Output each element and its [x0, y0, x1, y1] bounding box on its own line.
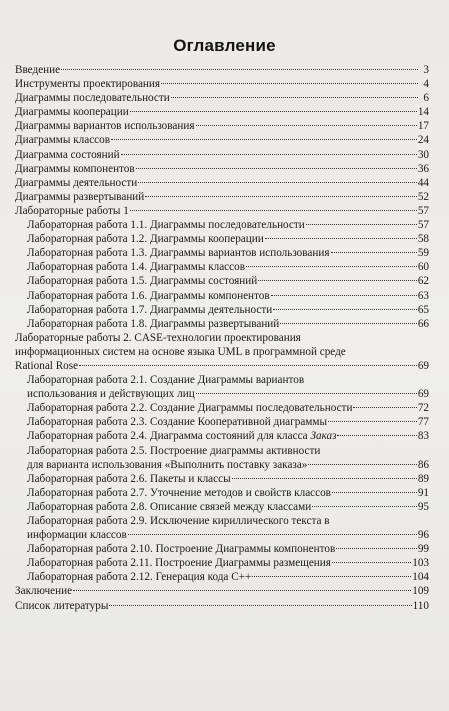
toc-entry — [15, 317, 429, 331]
toc-leader-dots — [138, 182, 417, 183]
toc-leader-dots — [312, 506, 417, 507]
toc-leader-dots — [79, 365, 417, 366]
toc-entry-line — [27, 472, 429, 486]
toc-entry-title: Диаграммы классов — [15, 134, 110, 147]
toc-entry-title: Лабораторная работа 2.9. Исключение кириллического текста в — [27, 515, 330, 527]
toc-entry — [15, 528, 429, 542]
toc-entry — [15, 500, 429, 514]
toc-entry-title: Лабораторные работы 1 — [15, 204, 129, 217]
toc-entry-title: для варианта использования «Выполнить поставку заказа» — [27, 458, 308, 471]
toc-entry — [15, 472, 429, 486]
toc-page-number: 14 — [417, 106, 429, 119]
toc-entry-line — [15, 359, 429, 373]
page-title: Оглавление — [173, 36, 276, 55]
toc-page-number: 109 — [412, 585, 429, 598]
toc-entry — [15, 444, 429, 458]
toc-entry — [15, 260, 429, 274]
toc-entry — [15, 289, 429, 303]
toc-entry-line — [27, 303, 429, 317]
toc-page-number: 57 — [417, 204, 429, 217]
toc-page-number: 83 — [417, 430, 429, 443]
toc-entry-title: Лабораторная работа 2.7. Уточнение методов и свойств классов — [27, 486, 331, 499]
toc-leader-dots — [111, 139, 417, 140]
toc-entry-line — [27, 317, 429, 331]
toc-entry — [15, 570, 429, 584]
toc-entry — [15, 303, 429, 317]
toc-entry — [15, 514, 429, 528]
toc-leader-dots — [109, 605, 411, 606]
toc-page-number: 69 — [417, 388, 429, 401]
toc-leader-dots — [308, 464, 416, 465]
toc-entry-title: Лабораторные работы 2. CASE-технологии проектирования — [15, 331, 301, 344]
toc-page-number: 95 — [417, 500, 429, 513]
toc-entry-line — [15, 162, 429, 176]
toc-entry-line — [15, 77, 429, 91]
toc-entry-line — [27, 528, 429, 542]
toc-entry-title: Инструменты проектирования — [15, 78, 161, 91]
toc-entry-line — [15, 105, 429, 119]
toc-leader-dots — [161, 83, 418, 84]
toc-page-number: 77 — [417, 416, 429, 429]
toc-entry — [15, 119, 429, 133]
toc-entry-line — [27, 556, 429, 570]
toc-entry-title: Лабораторная работа 2.3. Создание Кооперативной диаграммы — [27, 416, 327, 429]
toc-entry — [15, 218, 429, 232]
toc-entry-line — [27, 570, 429, 584]
toc-entry-title: Диаграммы кооперации — [15, 106, 129, 119]
toc-entry-line — [27, 232, 429, 246]
toc-page-number: 86 — [417, 458, 429, 471]
toc-entry — [15, 359, 429, 373]
toc-entry-line — [27, 500, 429, 514]
toc-entry-line — [15, 599, 429, 613]
toc-entry-line — [27, 458, 429, 472]
toc-leader-dots — [232, 478, 417, 479]
toc-entry-line — [27, 514, 429, 528]
toc-entry-line — [27, 486, 429, 500]
toc-leader-dots — [121, 154, 417, 155]
toc-entry — [15, 556, 429, 570]
toc-entry-title: Лабораторная работа 2.4. Диаграмма состояний для класса Заказ — [27, 430, 337, 443]
toc-entry-line — [15, 133, 429, 147]
toc-entry-title: Лабораторная работа 2.2. Создание Диаграммы последовательности — [27, 402, 353, 415]
toc-page-number: 99 — [417, 543, 429, 556]
toc-page-number: 91 — [417, 486, 429, 499]
toc-entry-line — [27, 274, 429, 288]
toc-leader-dots — [271, 295, 417, 296]
toc-page-number: 104 — [412, 571, 429, 584]
toc-entry-line — [27, 429, 429, 443]
toc-entry-title: Лабораторная работа 1.4. Диаграммы классов — [27, 261, 245, 274]
toc-page-number: 65 — [417, 303, 429, 316]
toc-entry — [15, 584, 429, 598]
toc-page-number: 52 — [417, 190, 429, 203]
toc-page-number: 66 — [417, 317, 429, 330]
toc-entry-line — [27, 289, 429, 303]
toc-leader-dots — [246, 266, 417, 267]
toc-page-number: 58 — [417, 233, 429, 246]
toc-leader-dots — [273, 309, 417, 310]
toc-entry-title: Диаграммы компонентов — [15, 162, 135, 175]
toc-page-number: 3 — [423, 64, 429, 76]
toc-entry-line — [27, 260, 429, 274]
toc-entry-title: Лабораторная работа 2.1. Создание Диаграммы вариантов — [27, 374, 305, 387]
toc-entry-title: использования и действующих лиц — [27, 388, 195, 401]
toc-entry — [15, 176, 429, 190]
toc-entry — [15, 373, 429, 387]
toc-leader-dots — [130, 210, 417, 211]
toc-entry — [15, 458, 429, 472]
toc-entry-line — [27, 373, 429, 387]
toc-entry — [15, 486, 429, 500]
toc-entry-title: информации классов — [27, 529, 127, 542]
toc-leader-dots — [196, 125, 417, 126]
toc-entry-title: Список литературы — [15, 599, 109, 612]
toc-entry-line — [15, 176, 429, 190]
toc-entry-title: Лабораторная работа 1.7. Диаграммы деятельности — [27, 303, 273, 316]
toc-leader-dots — [73, 590, 411, 591]
toc-entry-title: Диаграммы вариантов использования — [15, 120, 195, 133]
toc-page-number: 17 — [417, 120, 429, 133]
toc-page-number: 69 — [417, 359, 429, 372]
toc-entry-title: Заключение — [15, 585, 73, 598]
toc-leader-dots — [332, 562, 411, 563]
toc-entry-line — [15, 345, 429, 359]
toc-page-number: 72 — [417, 402, 429, 415]
toc-entry-line — [27, 218, 429, 232]
toc-entry-title: Лабораторная работа 2.6. Пакеты и классы — [27, 472, 231, 485]
toc-entry-line — [27, 542, 429, 556]
toc-page-number: 36 — [417, 162, 429, 175]
toc-entry — [15, 387, 429, 401]
toc-page-number: 44 — [417, 176, 429, 189]
toc-entry-title: Диаграммы последовательности — [15, 92, 170, 105]
toc-leader-dots — [331, 252, 417, 253]
toc-entry-line — [27, 444, 429, 458]
toc-page-number: 103 — [412, 557, 429, 570]
toc-entry — [15, 331, 429, 345]
toc-page-number: 110 — [412, 599, 429, 612]
toc-entry-title: Лабораторная работа 2.12. Генерация кода С++ — [27, 571, 252, 584]
toc-leader-dots — [171, 97, 418, 98]
toc-entry-line — [27, 246, 429, 260]
toc-entry — [15, 232, 429, 246]
toc-entry — [15, 148, 429, 162]
toc-entry — [15, 415, 429, 429]
toc-entry-title: Rational Rose — [15, 359, 79, 372]
toc-leader-dots — [306, 224, 417, 225]
toc-leader-dots — [136, 168, 417, 169]
toc-page-number: 89 — [417, 472, 429, 485]
toc-entry-title: Диаграмма состояний — [15, 148, 120, 161]
toc-entry-title: Лабораторная работа 1.6. Диаграммы компонентов — [27, 289, 270, 302]
toc-entry — [15, 401, 429, 415]
toc-entry — [15, 246, 429, 260]
toc-leader-dots — [61, 69, 418, 70]
toc-leader-dots — [337, 435, 416, 436]
toc-entry-title: Диаграммы деятельности — [15, 176, 138, 189]
toc-leader-dots — [145, 196, 417, 197]
toc-leader-dots — [332, 492, 417, 493]
toc-entry-title: Лабораторная работа 2.11. Построение Диаграммы размещения — [27, 557, 331, 570]
toc-leader-dots — [353, 407, 416, 408]
toc-entry — [15, 91, 429, 105]
toc-entry-title: Лабораторная работа 1.8. Диаграммы развертываний — [27, 317, 280, 330]
toc-page-number: 30 — [417, 148, 429, 161]
toc-page-number: 57 — [417, 219, 429, 232]
toc-entry-line — [15, 63, 429, 77]
toc-entry-title: Лабораторная работа 1.5. Диаграммы состояний — [27, 275, 258, 288]
toc-entry — [15, 190, 429, 204]
toc-entry — [15, 105, 429, 119]
toc-entry — [15, 542, 429, 556]
toc-leader-dots — [128, 534, 417, 535]
toc-entry-line — [27, 401, 429, 415]
toc-leader-dots — [265, 238, 417, 239]
toc-entry-title: Лабораторная работа 1.3. Диаграммы вариантов использования — [27, 247, 330, 260]
toc-entry-line — [15, 148, 429, 162]
toc-page-number: 96 — [417, 529, 429, 542]
toc-leader-dots — [280, 323, 417, 324]
toc-entry — [15, 162, 429, 176]
toc-leader-dots — [196, 393, 417, 394]
toc-entry — [15, 133, 429, 147]
toc-entry-title: Диаграммы развертываний — [15, 190, 145, 203]
toc-entry-title: Лабораторная работа 2.5. Построение диаграммы активности — [27, 444, 321, 457]
toc-leader-dots — [328, 421, 417, 422]
toc-entry — [15, 204, 429, 218]
toc-entry — [15, 429, 429, 443]
toc-entry-line — [15, 190, 429, 204]
toc-entry-line — [15, 91, 429, 105]
toc-entry-title: Лабораторная работа 2.10. Построение Диаграммы компонентов — [27, 543, 336, 556]
toc-entry — [15, 274, 429, 288]
toc-leader-dots — [258, 280, 417, 281]
toc-entry-line — [15, 119, 429, 133]
toc-leader-dots — [336, 548, 417, 549]
toc-page-number: 62 — [417, 275, 429, 288]
toc-entry-line — [27, 415, 429, 429]
toc-leader-dots — [252, 576, 411, 577]
toc-entry-line — [15, 331, 429, 345]
toc-entry — [15, 599, 429, 613]
toc-leader-dots — [130, 111, 417, 112]
toc-page-number: 60 — [417, 261, 429, 274]
toc-entry-line — [15, 204, 429, 218]
toc-entry — [15, 77, 429, 91]
toc-page-number: 4 — [423, 78, 429, 91]
toc-entry — [15, 63, 429, 77]
toc-entry-title: Лабораторная работа 1.1. Диаграммы последовательности — [27, 219, 305, 232]
toc-entry-title: Лабораторная работа 1.2. Диаграммы кооперации — [27, 233, 264, 246]
toc-page-number: 63 — [417, 289, 429, 302]
toc-page-number: 59 — [417, 247, 429, 260]
toc-entry-line — [15, 584, 429, 598]
toc-page-number: 24 — [417, 134, 429, 147]
toc-entry-title: информационных систем на основе языка UML в программной среде — [15, 345, 346, 358]
toc-entry-title: Введение — [15, 64, 61, 76]
toc-entry-line — [27, 387, 429, 401]
toc-page-number: 6 — [423, 92, 429, 105]
toc-entry — [15, 345, 429, 359]
table-of-contents — [15, 63, 429, 613]
toc-entry-title: Лабораторная работа 2.8. Описание связей между классами — [27, 500, 312, 513]
